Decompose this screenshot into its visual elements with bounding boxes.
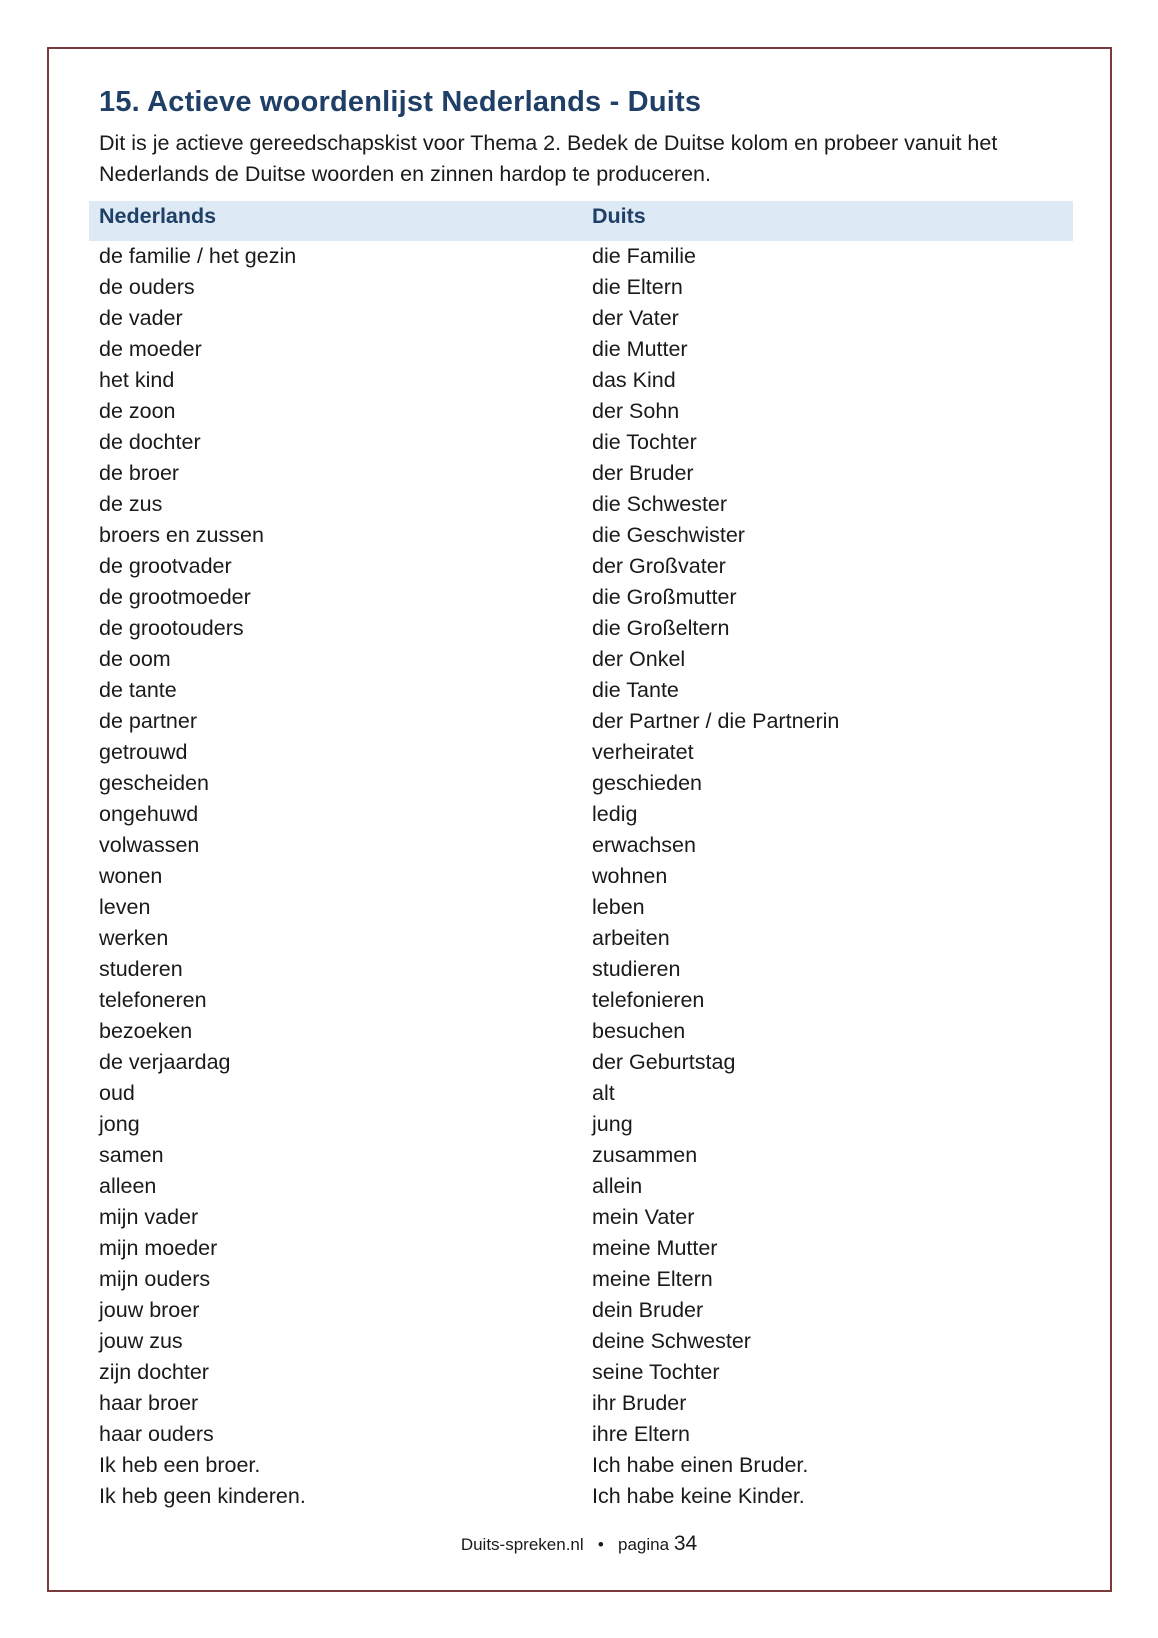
page-number: 34 xyxy=(673,1532,698,1555)
dutch-term: de verjaardag xyxy=(99,1050,231,1074)
table-row xyxy=(99,830,1059,861)
dutch-term: leven xyxy=(99,895,151,919)
german-term: die Tante xyxy=(592,678,679,702)
dutch-term: de grootvader xyxy=(99,554,232,578)
german-term: Ich habe keine Kinder. xyxy=(592,1484,805,1508)
table-row xyxy=(99,1264,1059,1295)
dutch-term: mijn vader xyxy=(99,1205,199,1229)
table-row xyxy=(99,427,1059,458)
table-row xyxy=(99,706,1059,737)
table-row xyxy=(99,675,1059,706)
table-row xyxy=(99,551,1059,582)
dutch-term: werken xyxy=(99,926,169,950)
german-term: erwachsen xyxy=(592,833,696,857)
table-row xyxy=(99,1450,1059,1481)
table-row xyxy=(99,458,1059,489)
table-row xyxy=(99,396,1059,427)
dutch-term: Ik heb een broer. xyxy=(99,1453,261,1477)
german-term: die Großeltern xyxy=(592,616,730,640)
table-row xyxy=(99,334,1059,365)
table-row xyxy=(99,1326,1059,1357)
dutch-term: de grootmoeder xyxy=(99,585,251,609)
table-row xyxy=(99,365,1059,396)
german-term: die Eltern xyxy=(592,275,683,299)
footer-page-label: pagina xyxy=(618,1535,670,1554)
table-row xyxy=(99,892,1059,923)
german-term: Ich habe einen Bruder. xyxy=(592,1453,809,1477)
table-row xyxy=(99,644,1059,675)
german-term: telefonieren xyxy=(592,988,705,1012)
dutch-term: wonen xyxy=(99,864,163,888)
dutch-term: de zus xyxy=(99,492,163,516)
table-header xyxy=(89,201,1073,241)
table-row xyxy=(99,1016,1059,1047)
dutch-term: getrouwd xyxy=(99,740,188,764)
german-term: die Geschwister xyxy=(592,523,745,547)
german-term: der Vater xyxy=(592,306,679,330)
german-term: das Kind xyxy=(592,368,676,392)
page-title: 15. Actieve woordenlijst Nederlands - Duits xyxy=(99,86,702,118)
dutch-term: de ouders xyxy=(99,275,195,299)
dutch-term: jouw zus xyxy=(99,1329,183,1353)
dutch-term: haar broer xyxy=(99,1391,199,1415)
dutch-term: gescheiden xyxy=(99,771,209,795)
table-row xyxy=(99,985,1059,1016)
german-term: die Großmutter xyxy=(592,585,737,609)
table-row xyxy=(99,1388,1059,1419)
table-row xyxy=(99,1078,1059,1109)
word-list xyxy=(99,241,1059,1512)
table-row xyxy=(99,241,1059,272)
german-term: der Bruder xyxy=(592,461,694,485)
dutch-term: de vader xyxy=(99,306,183,330)
table-row xyxy=(99,861,1059,892)
dutch-term: de moeder xyxy=(99,337,202,361)
dutch-term: jong xyxy=(99,1112,140,1136)
german-term: ihr Bruder xyxy=(592,1391,687,1415)
german-term: mein Vater xyxy=(592,1205,695,1229)
table-row xyxy=(99,923,1059,954)
table-row xyxy=(99,1171,1059,1202)
table-row xyxy=(99,489,1059,520)
table-row xyxy=(99,582,1059,613)
dutch-term: de broer xyxy=(99,461,180,485)
dutch-term: ongehuwd xyxy=(99,802,199,826)
german-term: meine Mutter xyxy=(592,1236,718,1260)
german-term: der Geburtstag xyxy=(592,1050,736,1074)
table-row xyxy=(99,303,1059,334)
german-term: die Tochter xyxy=(592,430,697,454)
page-footer xyxy=(0,1532,1158,1556)
dutch-term: alleen xyxy=(99,1174,157,1198)
table-row xyxy=(99,954,1059,985)
dutch-term: het kind xyxy=(99,368,175,392)
german-term: ledig xyxy=(592,802,638,826)
table-row xyxy=(99,1357,1059,1388)
intro-text: Dit is je actieve gereedschapskist voor Thema 2. Bedek de Duitse kolom en probeer vanuit het Nederlands de Duitse woorden en zinnen hardop te produceren. xyxy=(99,131,998,186)
german-term: die Schwester xyxy=(592,492,728,516)
table-row xyxy=(99,1109,1059,1140)
table-row xyxy=(99,1481,1059,1512)
german-term: zusammen xyxy=(592,1143,698,1167)
dutch-term: de familie / het gezin xyxy=(99,244,297,268)
german-term: dein Bruder xyxy=(592,1298,704,1322)
german-term: der Großvater xyxy=(592,554,726,578)
table-row xyxy=(99,737,1059,768)
german-term: leben xyxy=(592,895,645,919)
table-row xyxy=(99,520,1059,551)
dutch-term: mijn ouders xyxy=(99,1267,211,1291)
dutch-term: telefoneren xyxy=(99,988,207,1012)
table-row xyxy=(99,1295,1059,1326)
german-term: der Onkel xyxy=(592,647,686,671)
table-row xyxy=(99,613,1059,644)
table-row xyxy=(99,1419,1059,1450)
dutch-term: samen xyxy=(99,1143,164,1167)
german-term: deine Schwester xyxy=(592,1329,751,1353)
table-row xyxy=(99,1140,1059,1171)
dutch-term: haar ouders xyxy=(99,1422,214,1446)
table-row xyxy=(99,768,1059,799)
column-header-dutch: Nederlands xyxy=(99,204,217,228)
dutch-term: bezoeken xyxy=(99,1019,193,1043)
footer-separator: • xyxy=(597,1535,604,1554)
dutch-term: de tante xyxy=(99,678,177,702)
table-row xyxy=(99,1047,1059,1078)
german-term: alt xyxy=(592,1081,615,1105)
german-term: studieren xyxy=(592,957,681,981)
german-term: wohnen xyxy=(592,864,668,888)
table-row xyxy=(99,272,1059,303)
dutch-term: de dochter xyxy=(99,430,201,454)
german-term: der Partner / die Partnerin xyxy=(592,709,840,733)
table-row xyxy=(99,1202,1059,1233)
dutch-term: mijn moeder xyxy=(99,1236,218,1260)
table-row xyxy=(99,799,1059,830)
dutch-term: de partner xyxy=(99,709,198,733)
german-term: meine Eltern xyxy=(592,1267,713,1291)
german-term: seine Tochter xyxy=(592,1360,720,1384)
dutch-term: de grootouders xyxy=(99,616,244,640)
table-row xyxy=(99,1233,1059,1264)
german-term: besuchen xyxy=(592,1019,686,1043)
german-term: geschieden xyxy=(592,771,702,795)
german-term: arbeiten xyxy=(592,926,670,950)
german-term: der Sohn xyxy=(592,399,680,423)
dutch-term: studeren xyxy=(99,957,183,981)
dutch-term: Ik heb geen kinderen. xyxy=(99,1484,306,1508)
column-header-german: Duits xyxy=(592,204,646,228)
dutch-term: de oom xyxy=(99,647,171,671)
dutch-term: zijn dochter xyxy=(99,1360,209,1384)
dutch-term: de zoon xyxy=(99,399,176,423)
dutch-term: oud xyxy=(99,1081,135,1105)
german-term: allein xyxy=(592,1174,643,1198)
dutch-term: volwassen xyxy=(99,833,200,857)
german-term: ihre Eltern xyxy=(592,1422,690,1446)
german-term: jung xyxy=(592,1112,633,1136)
german-term: die Mutter xyxy=(592,337,688,361)
german-term: die Familie xyxy=(592,244,696,268)
german-term: verheiratet xyxy=(592,740,694,764)
dutch-term: jouw broer xyxy=(99,1298,200,1322)
footer-site: Duits-spreken.nl xyxy=(460,1535,584,1554)
dutch-term: broers en zussen xyxy=(99,523,264,547)
